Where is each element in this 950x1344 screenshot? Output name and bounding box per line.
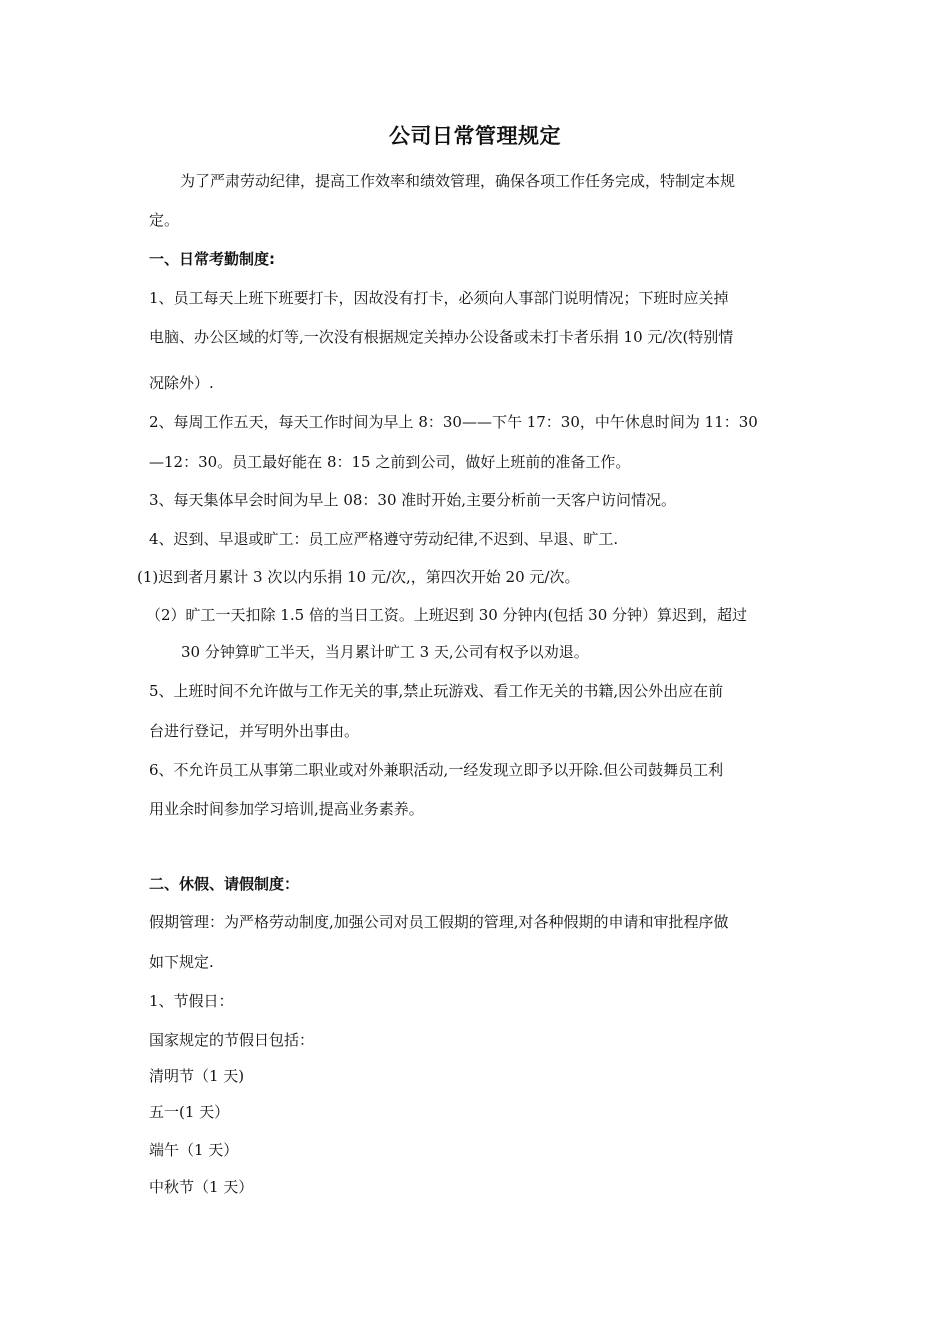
paragraph-line: 国家规定的节假日包括：: [149, 1031, 315, 1049]
section-heading: 一、日常考勤制度:: [149, 250, 275, 268]
paragraph-line: 如下规定.: [149, 953, 214, 971]
paragraph-line: 3、每天集体早会时间为早上 08：30 准时开始,主要分析前一天客户访问情况。: [149, 491, 677, 509]
paragraph-line: 5、上班时间不允许做与工作无关的事,禁止玩游戏、看工作无关的书籍,因公外出应在前: [149, 682, 724, 700]
paragraph-line: 电脑、办公区域的灯等,一次没有根据规定关掉办公设备或未打卡者乐捐 10 元/次(特别情: [149, 328, 734, 346]
paragraph-line: 用业余时间参加学习培训,提高业务素养。: [149, 800, 424, 818]
paragraph-line: 2、每周工作五天，每天工作时间为早上 8：30——下午 17：30，中午休息时间为 11：30: [149, 413, 758, 431]
paragraph-line: 台进行登记，并写明外出事由。: [149, 722, 360, 740]
list-item: 清明节（1 天): [149, 1067, 245, 1085]
paragraph-line: 6、不允许员工从事第二职业或对外兼职活动,一经发现立即予以开除.但公司鼓舞员工利: [149, 761, 724, 779]
paragraph-line: 假期管理：为严格劳动制度,加强公司对员工假期的管理,对各种假期的申请和审批程序做: [149, 913, 729, 931]
intro-line: 定。: [149, 211, 180, 229]
list-item: 端午（1 天）: [149, 1141, 239, 1159]
paragraph-line: —12：30。员工最好能在 8：15 之前到公司，做好上班前的准备工作。: [149, 453, 631, 471]
paragraph-line: （2）旷工一天扣除 1.5 倍的当日工资。上班迟到 30 分钟内(包括 30 分钟）算迟到，超过: [146, 606, 748, 624]
list-item: 五一(1 天）: [149, 1103, 230, 1121]
document-title: 公司日常管理规定: [389, 124, 561, 148]
paragraph-line: 1、员工每天上班下班要打卡，因故没有打卡，必须向人事部门说明情况；下班时应关掉: [149, 289, 729, 307]
paragraph-line: 30 分钟算旷工半天，当月累计旷工 3 天,公司有权予以劝退。: [181, 643, 589, 661]
section-heading: 二、休假、请假制度：: [149, 875, 300, 893]
paragraph-line: (1)迟到者月累计 3 次以内乐捐 10 元/次,，第四次开始 20 元/次。: [137, 568, 580, 586]
intro-line: 为了严肃劳动纪律，提高工作效率和绩效管理，确保各项工作任务完成，特制定本规: [180, 172, 736, 190]
list-item: 中秋节（1 天）: [149, 1178, 254, 1196]
paragraph-line: 1、节假日：: [149, 992, 234, 1010]
paragraph-line: 况除外）.: [149, 374, 214, 392]
paragraph-line: 4、迟到、早退或旷工：员工应严格遵守劳动纪律,不迟到、早退、旷工.: [149, 530, 619, 548]
